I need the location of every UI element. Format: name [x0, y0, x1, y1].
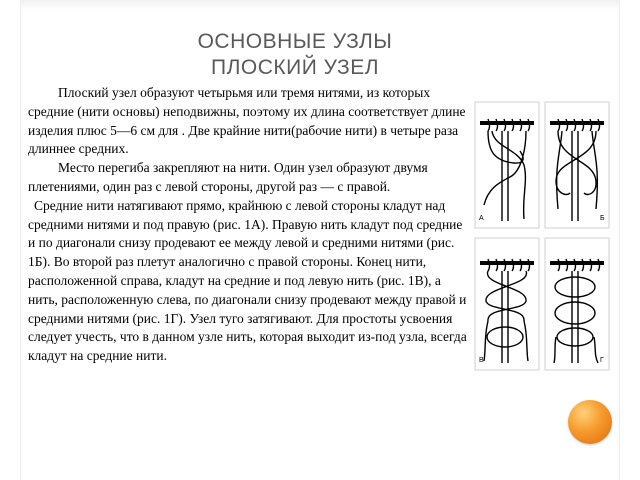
- knot-figure-b: [544, 101, 610, 229]
- slide-frame-left: [20, 0, 21, 480]
- slide-frame-top: [20, 0, 620, 10]
- slide-title-line2: ПЛОСКИЙ УЗЕЛ: [211, 56, 379, 79]
- figure-label-b: Б: [600, 215, 605, 222]
- knot-figure-c: [474, 237, 540, 371]
- knot-figure-d: [544, 237, 610, 371]
- paragraph-1: Плоский узел образуют четырьмя или тремя нитями, из которых средние (нити основы) неподвижны, поэтому их длина соответствует длине изделия плюс 5—6 см для . Две крайние нити(рабочие нити) в четыре раза длиннее средних.: [28, 85, 466, 157]
- knot-figure-a: [474, 101, 540, 229]
- slide-title-line1: ОСНОВНЫЕ УЗЛЫ: [197, 30, 393, 53]
- figure-label-c: В: [479, 357, 484, 364]
- paragraph-3: Средние нити натягивают прямо, крайнюю с левой стороны кладут над средними нитями и под правую (рис. 1А). Правую нить кладут под средние и по диагонали снизу продевают ее между левой и средними нитями (рис. 1Б). Во второй раз плетут аналогично с правой стороны. Конец нити, расположенной справа, кладут на средние и под левую нить (рис. 1В), а нить, расположенную слева, по диагонали снизу продевают между правой и средними нитями (рис. 1Г). Узел туго затягивают. Для простоты усвоения следует учесть, что в данном узле нить, которая выходит из-под узла, всегда кладут на средние нити.: [28, 197, 467, 364]
- decorative-orb-icon: [568, 400, 612, 444]
- figure-label-d: Г: [600, 357, 604, 364]
- paragraph-2: Место перегиба закрепляют на нити. Один узел образуют двумя плетениями, один раз с левой стороны, другой раз — с правой.: [28, 160, 428, 194]
- body-text: [28, 84, 472, 366]
- slide-frame-right: [619, 0, 620, 480]
- figure-label-a: А: [479, 215, 484, 222]
- knot-illustrations: [474, 101, 610, 371]
